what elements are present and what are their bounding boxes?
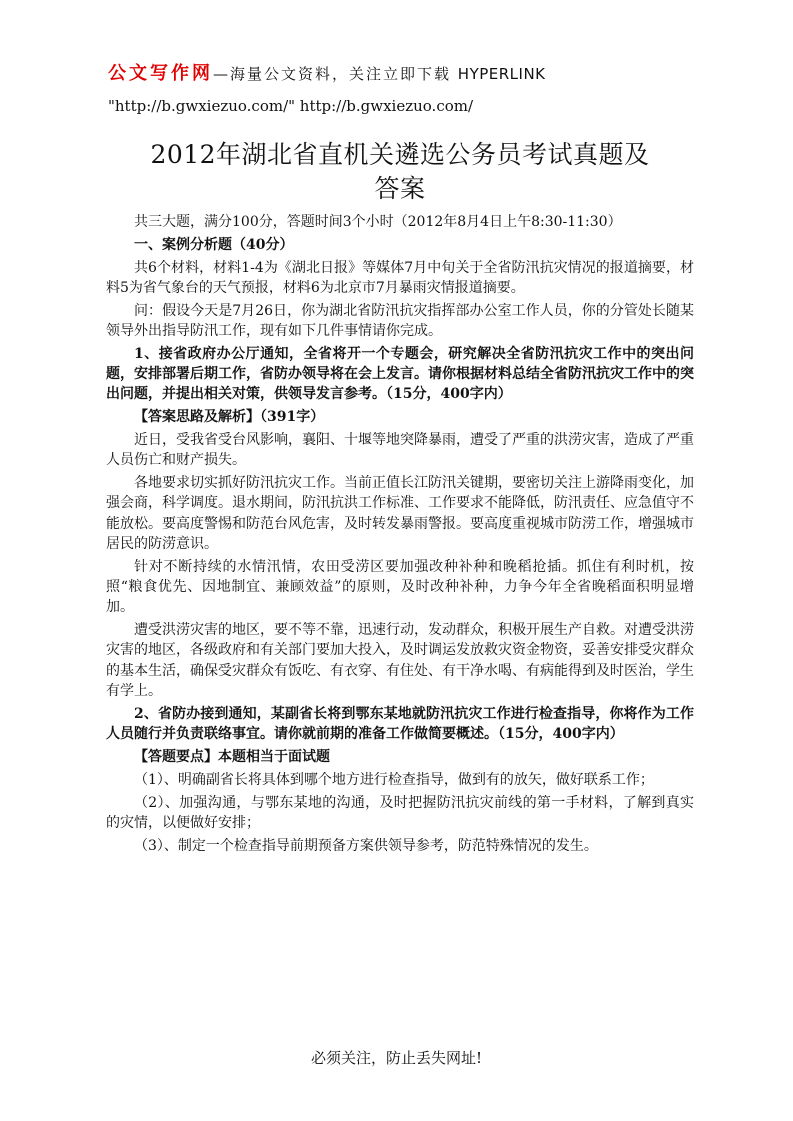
body-paragraph: 各地要求切实抓好防汛抗灾工作。当前正值长江防汛关键期，要密切关注上游降雨变化，加强会商，科学调度。退水期间，防汛抗洪工作标准、工作要求不能降低，防汛责任、应急值守不能放松。要高度警惕和防范台风危害，及时转发暴雨警报。要高度重视城市防涝工作，增强城市居民的防涝意识。: [106, 475, 694, 552]
document-body: [106, 212, 694, 858]
list-item: （2）、加强沟通，与鄂东某地的沟通，及时把握防汛抗灾前线的第一手材料，了解到真实的灾情，以便做好安排；: [106, 794, 694, 831]
body-paragraph: 问：假设今天是7月26日，你为湖北省防汛抗灾指挥部办公室工作人员，你的分管处长随某领导外出指导防汛工作，现有如下几件事情请你完成。: [106, 302, 694, 339]
body-paragraph: 共6个材料，材料1-4为《湖北日报》等媒体7月中旬关于全省防汛抗灾情况的报道摘要，材料5为省气象台的天气预报，材料6为北京市7月暴雨灾情报道摘要。: [106, 259, 694, 296]
list-item: （3）、制定一个检查指导前期预备方案供领导参考，防范特殊情况的发生。: [134, 837, 598, 854]
title-line-2: 答案: [374, 174, 426, 203]
section-heading: 一、案例分析题（40分）: [134, 236, 294, 253]
page-header: [108, 58, 698, 122]
page-footer: 必须关注，防止丢失网址!: [310, 1049, 483, 1067]
document-title: [108, 138, 692, 206]
body-paragraph: 针对不断持续的水情汛情，农田受涝区要加强改种补种和晚稻抢插。抓住有利时机，按照“粮食优先、因地制宜、兼顾效益”的原则，及时改种补种，力争今年全省晚稻面积明显增加。: [106, 558, 694, 616]
header-slogan: 海量公文资料，关注立即下载: [230, 65, 452, 83]
header-url-line[interactable]: "http://b.gwxiezuo.com/" http://b.gwxiezuo.com/: [108, 97, 474, 115]
answer-heading: 【答题要点】本题相当于面试题: [134, 748, 330, 765]
question-paragraph: 2、省防办接到通知，某副省长将到鄂东某地就防汛抗灾工作进行检查指导，你将作为工作人员随行并负责联络事宜。请你就前期的准备工作做简要概述。（15分，400字内）: [106, 705, 694, 743]
title-line-1: 2012年湖北省直机关遴选公务员考试真题及: [150, 140, 650, 169]
header-line-1: [108, 58, 698, 90]
exam-info-paragraph: 共三大题，满分100分，答题时间3个小时（2012年8月4日上午8:30-11:30）: [134, 214, 622, 230]
question-paragraph: 1、接省政府办公厅通知，全省将开一个专题会，研究解决全省防汛抗灾工作中的突出问题，安排部署后期工作，省防办领导将在会上发言。请你根据材料总结全省防汛抗灾工作中的突出问题，并提出相关对策，供领导发言参考。（15分，400字内）: [106, 345, 694, 403]
hyperlink-field-code: HYPERLINK: [457, 65, 546, 83]
site-brand[interactable]: 公文写作网: [108, 63, 213, 84]
answer-heading: 【答案思路及解析】（391字）: [134, 409, 325, 426]
body-paragraph: 遭受洪涝灾害的地区，要不等不靠，迅速行动，发动群众，积极开展生产自救。对遭受洪涝灾害的地区，各级政府和有关部门要加大投入，及时调运发放救灾资金物资，妥善安排受灾群众的基本生活，确保受灾群众有饭吃、有衣穿、有住处、有干净水喝、有病能得到及时医治，学生有学上。: [106, 622, 694, 700]
header-separator: —: [213, 65, 230, 83]
list-item: （1）、明确副省长将具体到哪个地方进行检查指导，做到有的放矢，做好联系工作；: [134, 771, 654, 788]
body-paragraph: 近日，受我省受台风影响，襄阳、十堰等地突降暴雨，遭受了严重的洪涝灾害，造成了严重人员伤亡和财产损失。: [106, 431, 694, 469]
